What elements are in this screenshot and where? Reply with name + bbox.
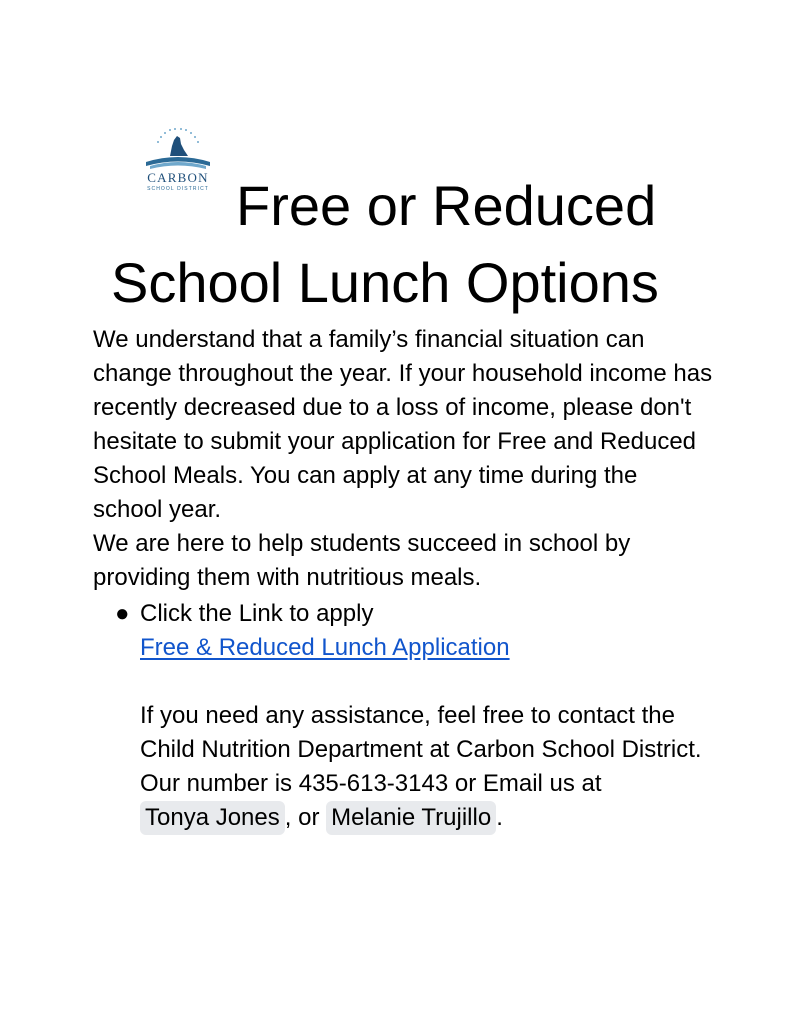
bullet-icon: ● [115, 600, 130, 627]
page-title-line-1: Free or Reduced [236, 174, 657, 237]
intro-text [93, 323, 713, 595]
carbon-school-district-logo [136, 126, 220, 196]
contact-separator: , or [284, 804, 320, 831]
logo-name: CARBON [147, 170, 209, 185]
spacer [93, 665, 713, 699]
apply-instruction: Click the Link to apply [140, 600, 374, 627]
page-title-line-2: School Lunch Options [111, 251, 659, 314]
apply-bullet [93, 597, 713, 631]
intro-paragraph-1: We understand that a family’s financial situation can change throughout the year. If your household income has recently decreased due to a loss of income, please don't hesitate to submit your application for Free and Reduced School Meals. You can apply at any time during the school year. [93, 326, 713, 523]
logo-subtitle: SCHOOL DISTRICT [147, 186, 209, 192]
contact-chip-melanie-trujillo[interactable]: Melanie Trujillo [326, 801, 496, 835]
contact-chip-tonya-jones[interactable]: Tonya Jones [140, 801, 285, 835]
intro-paragraph-2: We are here to help students succeed in school by providing them with nutritious meals. [93, 530, 631, 591]
contact-paragraph [93, 699, 713, 835]
application-link[interactable]: Free & Reduced Lunch Application [140, 634, 510, 661]
contact-text: If you need any assistance, feel free to contact the Child Nutrition Department at Carbon School District. Our number is 435-613-3143 or Email us at [140, 702, 702, 797]
logo-emblem-icon [136, 126, 220, 172]
contact-end: . [496, 804, 503, 831]
apply-section [93, 597, 713, 835]
application-link-row [93, 631, 713, 665]
